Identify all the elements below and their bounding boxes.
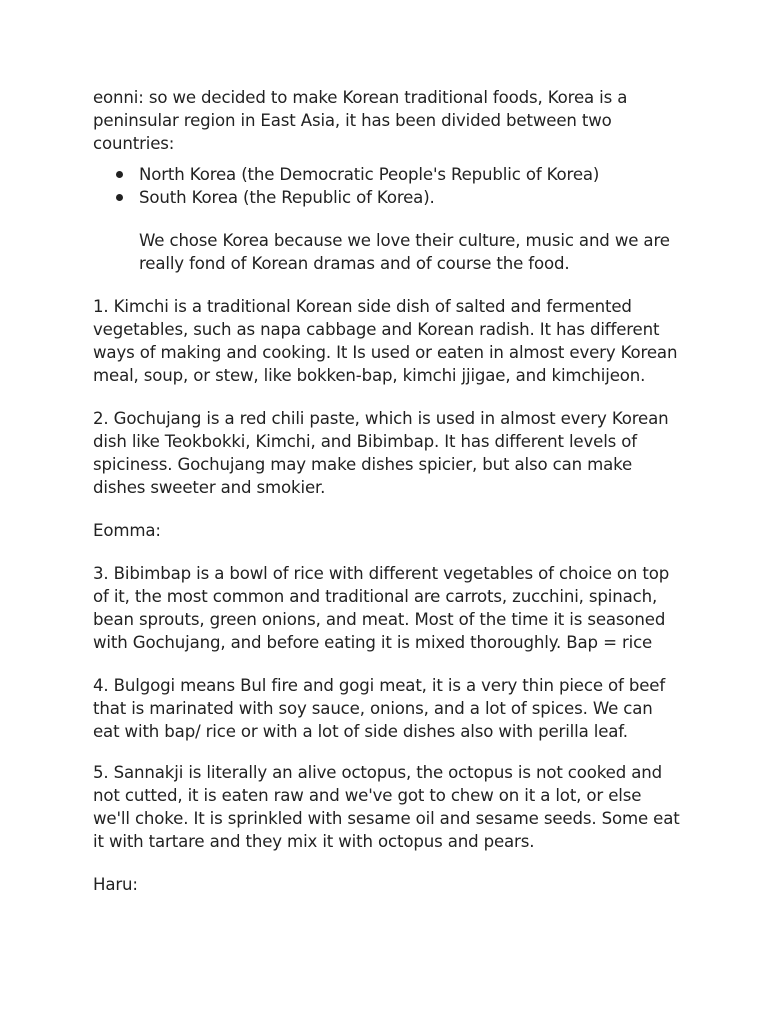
list-item-south-korea: South Korea (the Republic of Korea). bbox=[93, 186, 683, 209]
paragraph-gochujang: 2. Gochujang is a red chili paste, which is used in almost every Korean dish like Teokbokki, Kimchi, and Bibimbap. It has different levels of spiciness. Gochujang may make dishes spicier, but also can make dishes sweeter and smokier. bbox=[93, 409, 669, 497]
paragraph-kimchi: 1. Kimchi is a traditional Korean side dish of salted and fermented vegetables, such as napa cabbage and Korean radish. It has different ways of making and cooking. It Is used or eaten in almost every Korean meal, soup, or stew, like bokken-bap, kimchi jjigae, and kimchijeon. bbox=[93, 297, 678, 385]
speaker-label-haru: Haru: bbox=[93, 875, 138, 894]
indented-note: We chose Korea because we love their culture, music and we are really fond of Korean dramas and of course the food. bbox=[139, 231, 670, 273]
speaker-label-eomma: Eomma: bbox=[93, 521, 161, 540]
country-list bbox=[93, 163, 683, 209]
paragraph-bulgogi: 4. Bulgogi means Bul fire and gogi meat, it is a very thin piece of beef that is marinated with soy sauce, onions, and a lot of spices. We can eat with bap/ rice or with a lot of side dishes also with perilla leaf. bbox=[93, 676, 666, 741]
intro-paragraph: eonni: so we decided to make Korean traditional foods, Korea is a peninsular region in East Asia, it has been divided between two countries: bbox=[93, 88, 628, 153]
paragraph-sannakji: 5. Sannakji is literally an alive octopus, the octopus is not cooked and not cutted, it is eaten raw and we've got to chew on it a lot, or else we'll choke. It is sprinkled with sesame oil and sesame seeds. Some eat it with tartare and they mix it with octopus and pears. bbox=[93, 763, 680, 851]
list-item-north-korea: North Korea (the Democratic People's Republic of Korea) bbox=[93, 163, 683, 186]
paragraph-bibimbap: 3. Bibimbap is a bowl of rice with different vegetables of choice on top of it, the most common and traditional are carrots, zucchini, spinach, bean sprouts, green onions, and meat. Most of the time it is seasoned with Gochujang, and before eating it is mixed thoroughly. Bap = rice bbox=[93, 564, 670, 652]
document-page bbox=[93, 86, 683, 896]
